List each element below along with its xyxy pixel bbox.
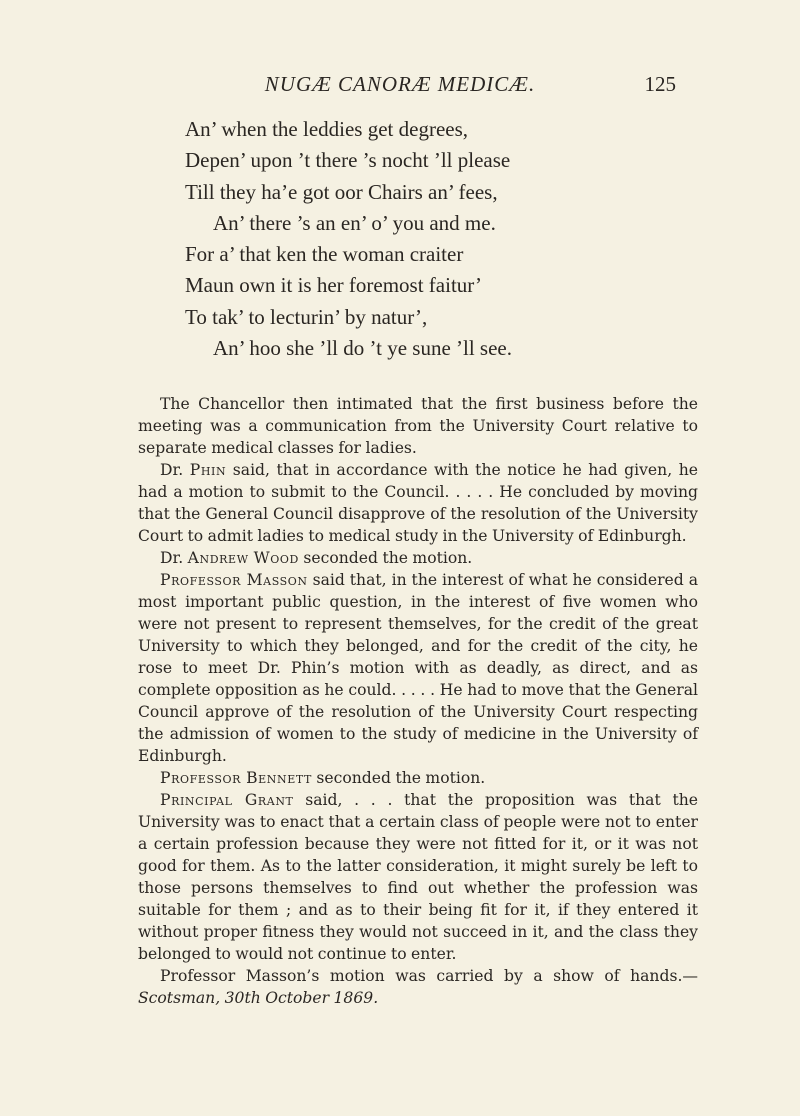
running-head: [0, 72, 800, 102]
paragraph-text: seconded the motion.: [311, 769, 486, 787]
speaker-name: Principal Grant: [160, 791, 294, 809]
poem-line: To tak’ to lecturin’ by natur’,: [185, 304, 428, 329]
paragraph-text: Professor Masson’s motion was carried by a show of hands.—: [160, 967, 698, 985]
poem-line: Till they ha’e got oor Chairs an’ fees,: [185, 179, 498, 204]
source-citation: Scotsman, 30th October 1869.: [138, 989, 379, 1007]
poem-line: An’ there ’s an en’ o’ you and me.: [213, 210, 496, 235]
paragraph-masson: [138, 569, 698, 767]
paragraph-grant: [138, 789, 698, 965]
speaker-name: Professor Masson: [160, 571, 308, 589]
speaker-prefix: Dr.: [160, 549, 188, 567]
paragraph-text: said that, in the interest of what he considered a most important public question, in the interest of five women who were not present to represent themselves, for the credit of the great University to which they belonged, and for the credit of the city, he rose to meet Dr. Phin’s motion with as deadly, as direct, and as complete opposition as he could. . . . . He had to move that the General Council approve of the resolution of the University Court respecting the admission of women to the study of medicine in the University of Edinburgh.: [138, 571, 698, 765]
page-number: 125: [644, 72, 676, 96]
poem-stanza: [185, 114, 705, 364]
running-title: NUGÆ CANORÆ MEDICÆ.: [264, 72, 536, 96]
paragraph-text: seconded the motion.: [298, 549, 473, 567]
poem-line: For a’ that ken the woman craiter: [185, 242, 464, 267]
paragraph-text: The Chancellor then intimated that the first business before the meeting was a communication from the University Court relative to separate medical classes for ladies.: [138, 395, 698, 457]
paragraph-wood: [138, 547, 698, 569]
poem-line: Depen’ upon ’t there ’s nocht ’ll please: [185, 148, 511, 173]
poem-line: An’ hoo she ’ll do ’t ye sune ’ll see.: [213, 336, 512, 361]
poem-line: Maun own it is her foremost faitur’: [185, 273, 483, 298]
paragraph-text: said, that in accordance with the notice he had given, he had a motion to submit to the Council. . . . . He concluded by moving that the General Council disapprove of the resolution of the University Court to admit ladies to medical study in the University of Edinburgh.: [138, 461, 698, 545]
paragraph-chancellor: [138, 393, 698, 459]
speaker-name: Andrew Wood: [187, 549, 299, 567]
poem-line: An’ when the leddies get degrees,: [185, 117, 469, 141]
paragraph-result: [138, 965, 698, 1009]
speaker-name: Professor Bennett: [160, 769, 312, 787]
speaker-prefix: Dr.: [160, 461, 190, 479]
paragraph-text: said, . . . that the proposition was that the University was to enact that a certain class of people were not to enter a certain profession because they were not fitted for it, or it was not good for them. As to the latter consideration, it might surely be left to those persons themselves to find out whether the profession was suitable for them ; and as to their being fit for it, if they entered it without proper fitness they would not succeed in it, and the class they belonged to would not continue to enter.: [138, 791, 698, 963]
paragraph-phin: [138, 459, 698, 547]
speaker-name: Phin: [189, 461, 227, 479]
paragraph-bennett: [138, 767, 698, 789]
council-minutes: [138, 393, 698, 1009]
